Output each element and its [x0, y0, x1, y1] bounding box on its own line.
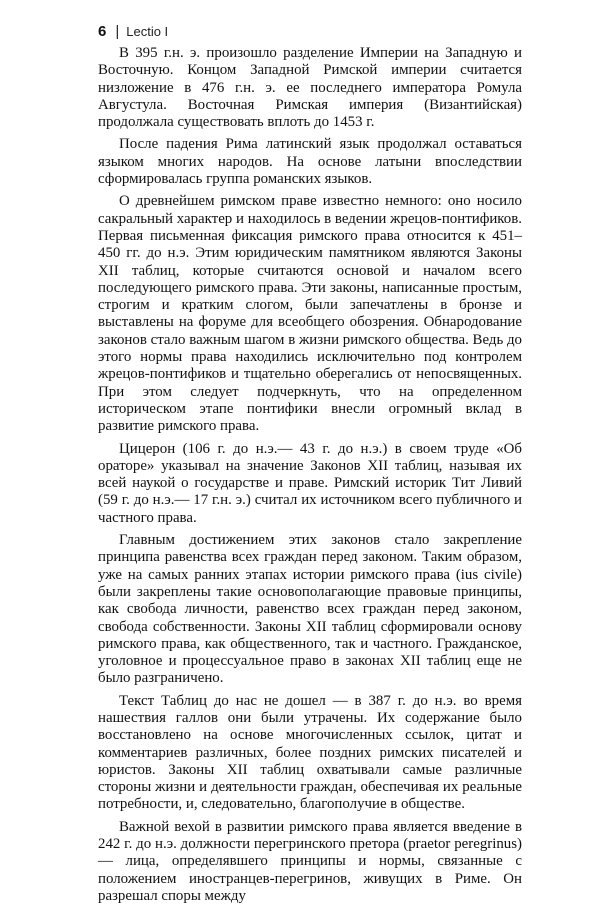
paragraph: Важной вехой в развитии римского права является введение в 242 г. до н.э. должности перегринского претора (praetor peregrinus) — лица, определявшего принципы и нормы, связанные с положением иностранцев-перегринов, живущих в Риме. Он разрешал споры между: [98, 818, 522, 904]
paragraph: После падения Рима латинский язык продолжал оставаться языком многих народов. На основе латыни впоследствии сформировалась группа романских языков.: [98, 136, 522, 188]
body-text: [98, 45, 522, 905]
paragraph: Главным достижением этих законов стало закрепление принципа равенства всех граждан перед законом. Таким образом, уже на самых ранних этапах истории римского права (ius civile) были закреплены такие основополагающие правовые принципы, как свобода личности, равенство всех граждан перед законом, свобода собственности. Законы XII таблиц сформировали основу римского права, как общественного, так и частного. Гражданское, уголовное и процессуальное право в законах XII таблиц еще не было разграничено.: [98, 532, 522, 687]
paragraph: В 395 г.н. э. произошло разделение Империи на Западную и Восточную. Концом Западной Римской империи считается низложение в 476 г.н. э. ее последнего императора Ромула Августула. Восточная Римская империя (Византийская) продолжала существовать вплоть до 1453 г.: [98, 45, 522, 131]
running-header: [98, 20, 168, 42]
paragraph: О древнейшем римском праве известно немного: оно носило сакральный характер и находилось в ведении жрецов-понтификов. Первая письменная фиксация римского права относится к 451–450 гг. до н.э. Этим юридическим памятником являются Законы XII таблиц, которые считаются основой и началом всего последующего римского права. Эти законы, написанные простым, строгим и кратким слогом, были запечатлены в бронзе и выставлены на форуме для всеобщего обозрения. Обнародование законов стало важным шагом в жизни римского общества. Ведь до этого нормы права находились исключительно под контролем жрецов-понтификов и тщательно оберегались от непосвященных. При этом следует подчеркнуть, что на определенном историческом этапе понтифики внесли огромный вклад в развитие римского права.: [98, 193, 522, 435]
paragraph: Текст Таблиц до нас не дошел — в 387 г. до н.э. во время нашествия галлов они были утрачены. Их содержание было восстановлено на основе многочисленных ссылок, цитат и комментариев различных, более поздних римских писателей и юристов. Законы XII таблиц охватывали самые различные стороны жизни и деятельности граждан, обеспечивая их реальные потребности, и, следовательно, благополучие в обществе.: [98, 692, 522, 813]
section-title: Lectio I: [126, 23, 169, 39]
page-number: 6: [98, 22, 107, 40]
paragraph: Цицерон (106 г. до н.э.— 43 г. до н.э.) в своем труде «Об ораторе» указывал на значение Законов XII таблиц, называя их всей наукой о государстве и праве. Римский историк Тит Ливий (59 г. до н.э.— 17 г.н. э.) считал их источником всего публичного и частного права.: [98, 440, 522, 526]
header-separator: |: [115, 22, 120, 40]
